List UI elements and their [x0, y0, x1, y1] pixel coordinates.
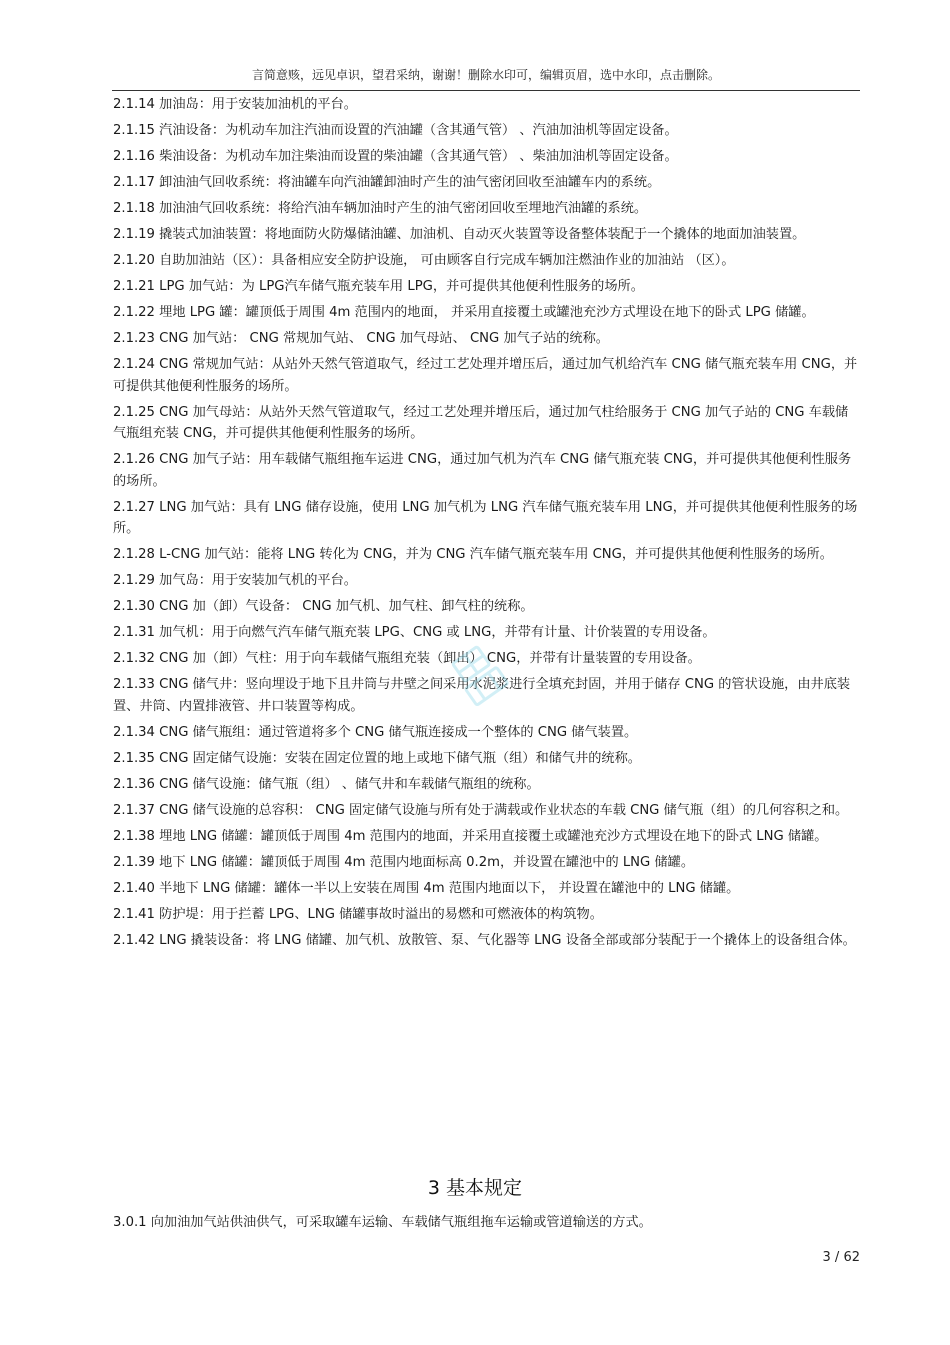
clause-2-1-27: 2.1.27 LNG 加气站：具有 LNG 储存设施，使用 LNG 加气机为 LNG 汽车储气瓶充装车用 LNG，并可提供其他便利性服务的场所。	[113, 499, 858, 536]
clause-2-1-32: 2.1.32 CNG 加（卸）气柱：用于向车载储气瓶组充装（卸出） CNG，并带有计量装置的专用设备。	[113, 651, 701, 666]
clause-2-1-33: 2.1.33 CNG 储气井：竖向埋设于地下且井筒与井壁之间采用水泥浆进行全填充封固，并用于储存 CNG 的管状设施，由井底装置、井筒、内置排液管、井口装置等构成。	[113, 677, 851, 714]
clause-2-1-37: 2.1.37 CNG 储气设施的总容积： CNG 固定储气设施与所有处于满载或作业状态的车载 CNG 储气瓶（组）的几何容积之和。	[113, 802, 849, 818]
clause-2-1-35: 2.1.35 CNG 固定储气设施：安装在固定位置的地上或地下储气瓶（组）和储气井的统称。	[113, 750, 641, 766]
clause-2-1-20: 2.1.20 自助加油站（区）：具备相应安全防护设施， 可由顾客自行完成车辆加注燃油作业的加油站 （区）。	[113, 253, 735, 268]
clause-2-1-16: 2.1.16 柴油设备：为机动车加注柴油而设置的柴油罐（含其通气管） 、柴油加油机等固定设备。	[113, 149, 678, 164]
clause-2-1-30: 2.1.30 CNG 加（卸）气设备： CNG 加气机、加气柱、卸气柱的统称。	[113, 599, 534, 614]
clause-2-1-17: 2.1.17 卸油油气回收系统：将油罐车向汽油罐卸油时产生的油气密闭回收至油罐车内的系统。	[113, 175, 661, 190]
clause-2-1-14: 2.1.14 加油岛：用于安装加油机的平台。	[113, 97, 357, 112]
document-body	[113, 94, 861, 956]
clause-2-1-18: 2.1.18 加油油气回收系统：将给汽油车辆加油时产生的油气密闭回收至埋地汽油罐的系统。	[113, 201, 648, 216]
clause-2-1-42: 2.1.42 LNG 撬装设备：将 LNG 储罐、加气机、放散管、泵、气化器等 LNG 设备全部或部分装配于一个撬体上的设备组合体。	[113, 932, 856, 948]
clause-2-1-34: 2.1.34 CNG 储气瓶组：通过管道将多个 CNG 储气瓶连接成一个整体的 CNG 储气装置。	[113, 724, 638, 740]
clause-2-1-29: 2.1.29 加气岛：用于安装加气机的平台。	[113, 573, 357, 588]
clause-2-1-26: 2.1.26 CNG 加气子站：用车载储气瓶组拖车运进 CNG，通过加气机为汽车 CNG 储气瓶充装 CNG，并可提供其他便利性服务的场所。	[113, 452, 852, 489]
page-number: 3 / 62	[822, 1250, 860, 1265]
clause-2-1-40: 2.1.40 半地下 LNG 储罐：罐体一半以上安装在周围 4m 范围内地面以下， 并设置在罐池中的 LNG 储罐。	[113, 880, 740, 896]
stamp-watermark-icon	[450, 640, 510, 710]
header-divider	[112, 90, 860, 91]
clause-2-1-19: 2.1.19 撬装式加油装置：将地面防火防爆储油罐、加油机、自动灭火装置等设备整体装配于一个撬体的地面加油装置。	[113, 227, 806, 242]
clause-2-1-22: 2.1.22 埋地 LPG 罐：罐顶低于周围 4m 范围内的地面， 并采用直接覆土或罐池充沙方式埋设在地下的卧式 LPG 储罐。	[113, 305, 815, 320]
clause-2-1-23: 2.1.23 CNG 加气站： CNG 常规加气站、 CNG 加气母站、 CNG 加气子站的统称。	[113, 331, 609, 346]
header-note: 言简意赅，远见卓识，望君采纳，谢谢！删除水印可，编辑页眉，选中水印，点击删除。	[251, 68, 720, 82]
clause-2-1-36: 2.1.36 CNG 储气设施：储气瓶（组） 、储气井和车载储气瓶组的统称。	[113, 776, 540, 792]
clause-2-1-21: 2.1.21 LPG 加气站：为 LPG汽车储气瓶充装车用 LPG，并可提供其他便利性服务的场所。	[113, 279, 644, 294]
clause-3-0-1: 3.0.1 向加油加气站供油供气，可采取罐车运输、车载储气瓶组拖车运输或管道输送的方式。	[113, 1215, 652, 1230]
clause-2-1-41: 2.1.41 防护堤：用于拦蓄 LPG、LNG 储罐事故时溢出的易燃和可燃液体的构筑物。	[113, 906, 603, 922]
section-title: 3 基本规定	[427, 1177, 523, 1199]
clause-2-1-28: 2.1.28 L-CNG 加气站：能将 LNG 转化为 CNG，并为 CNG 汽车储气瓶充装车用 CNG，并可提供其他便利性服务的场所。	[113, 547, 833, 562]
clause-2-1-15: 2.1.15 汽油设备：为机动车加注汽油而设置的汽油罐（含其通气管） 、汽油加油机等固定设备。	[113, 123, 678, 138]
clause-2-1-38: 2.1.38 埋地 LNG 储罐：罐顶低于周围 4m 范围内的地面，并采用直接覆土或罐池充沙方式埋设在地下的卧式 LNG 储罐。	[113, 828, 828, 844]
clause-2-1-31: 2.1.31 加气机：用于向燃气汽车储气瓶充装 LPG、CNG 或 LNG，并带有计量、计价装置的专用设备。	[113, 625, 716, 640]
clause-2-1-24: 2.1.24 CNG 常规加气站：从站外天然气管道取气，经过工艺处理并增压后，通过加气机给汽车 CNG 储气瓶充装车用 CNG，并可提供其他便利性服务的场所。	[113, 357, 858, 394]
clause-2-1-39: 2.1.39 地下 LNG 储罐：罐顶低于周围 4m 范围内地面标高 0.2m，并设置在罐池中的 LNG 储罐。	[113, 854, 695, 870]
clause-2-1-25: 2.1.25 CNG 加气母站：从站外天然气管道取气，经过工艺处理并增压后，通过加气柱给服务于 CNG 加气子站的 CNG 车载储气瓶组充装 CNG，并可提供其他便利性服务的场所。	[113, 404, 849, 441]
